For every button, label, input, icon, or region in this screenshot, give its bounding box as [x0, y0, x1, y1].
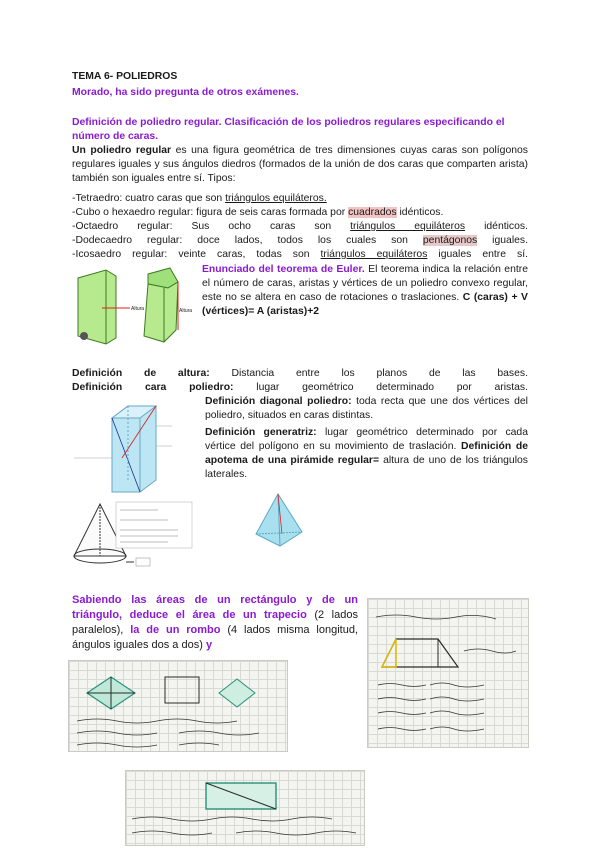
areas-trapecio-heading: Sabiendo las áreas de un rectángulo y de un triángulo, deduce el área de un trapecio — [72, 594, 358, 621]
handwriting-rectangulo — [126, 771, 364, 845]
def-cara-label: Definición cara poliedro: — [72, 382, 234, 393]
poliedro-text: es una figura geométrica de tres dimensiones cuyas caras son polígonos regulares iguales y sus ángulos diedros (formados de la unión de dos caras que comparten arista) también son iguales entre sí. Tipos: — [72, 145, 528, 184]
dodecaedro-text-end: iguales. — [477, 235, 528, 246]
prism-height-figure — [72, 264, 198, 348]
section-heading-poliedro: Definición de poliedro regular. Clasificación de los poliedros regulares especificando el número de caras. — [72, 117, 505, 142]
cubo-text: -Cubo o hexaedro regular: figura de seis caras formada por — [72, 207, 349, 218]
tipo-cubo — [72, 206, 528, 220]
tipo-octaedro — [72, 220, 528, 234]
euler-formula: C (caras) + V (vértices)= A (aristas)+2 — [202, 292, 528, 317]
handwriting-trapecio — [368, 599, 528, 747]
dodecaedro-highlight: pentágonos — [422, 235, 478, 246]
euler-text: El teorema indica la relación entre el número de caras, aristas y vértices de un poliedro convexo regular, este no se altera en caso de rotaciones o traslaciones. — [202, 264, 528, 303]
tipo-tetraedro — [72, 192, 528, 206]
def-apotema-label: Definición de apotema de una pirámide regular= — [205, 441, 528, 466]
icosaedro-text: -Icosaedro regular: veinte caras, todas son — [72, 249, 321, 260]
figure-label-altura-b: Altura — [179, 308, 193, 314]
tetraedro-text: -Tetraedro: cuatro caras que son — [72, 193, 226, 204]
def-apotema-text: altura de uno de los triángulos laterales. — [205, 455, 528, 480]
document-subtitle: Morado, ha sido pregunta de otros exámenes. — [72, 87, 299, 98]
cone-figure — [68, 500, 200, 572]
euler-heading: Enunciado del teorema de Euler. — [202, 264, 365, 275]
def-altura — [72, 367, 528, 381]
notebook-photo-rectangulo — [125, 770, 365, 846]
euler-paragraph — [202, 263, 528, 319]
icosaedro-highlight: triángulos equiláteros — [320, 249, 428, 260]
def-diagonal-label: Definición diagonal poliedro: — [205, 396, 352, 407]
tipo-dodecaedro — [72, 234, 528, 248]
handwriting-rombo — [69, 661, 287, 751]
dodecaedro-text: -Dodecaedro regular: doce lados, todos los cuales son — [72, 235, 423, 246]
areas-paragraph — [72, 593, 358, 653]
def-generatriz-label: Definición generatriz: — [205, 427, 317, 438]
areas-continuation: y — [205, 639, 213, 651]
poliedro-term: Un poliedro regular — [72, 145, 172, 156]
poliedro-definition — [72, 144, 528, 186]
tetraedro-highlight: triángulos equiláteros. — [225, 193, 327, 204]
def-diagonal-text: toda recta que une dos vértices del poliedro, situados en caras distintas. — [205, 396, 528, 421]
def-altura-label: Definición de altura: — [72, 368, 210, 379]
pyramid-figure — [250, 490, 312, 552]
cubo-text-end: idénticos. — [396, 207, 444, 218]
figure-label-altura-a: Altura — [131, 306, 145, 312]
def-generatriz — [205, 426, 528, 482]
octaedro-text-end: idénticos. — [465, 221, 528, 232]
notebook-photo-trapecio — [367, 598, 529, 748]
areas-rombo-heading: la de un rombo — [130, 624, 221, 636]
cubo-highlight: cuadrados — [348, 207, 397, 218]
document-title: TEMA 6- POLIEDROS — [72, 71, 178, 82]
octaedro-highlight: triángulos equiláteros — [350, 221, 466, 232]
tipo-icosaedro — [72, 248, 528, 262]
icosaedro-text-end: iguales entre sí. — [427, 249, 528, 260]
areas-trapecio-note: (2 lados paralelos), — [72, 609, 358, 636]
def-diagonal — [205, 395, 528, 423]
notebook-photo-rombo — [68, 660, 288, 752]
def-cara — [72, 381, 528, 395]
def-generatriz-text: lugar geométrico determinado por cada vértice del polígono en su movimiento de traslación. — [205, 427, 528, 452]
def-altura-text: Distancia entre los planos de las bases. — [209, 368, 528, 379]
areas-rombo-note: (4 lados misma longitud, ángulos iguales dos a dos) — [72, 624, 359, 651]
octaedro-text: -Octaedro regular: Sus ocho caras son — [72, 221, 351, 232]
def-cara-text: lugar geométrico determinado por aristas. — [233, 382, 528, 393]
cube-diagonal-figure — [72, 398, 200, 494]
